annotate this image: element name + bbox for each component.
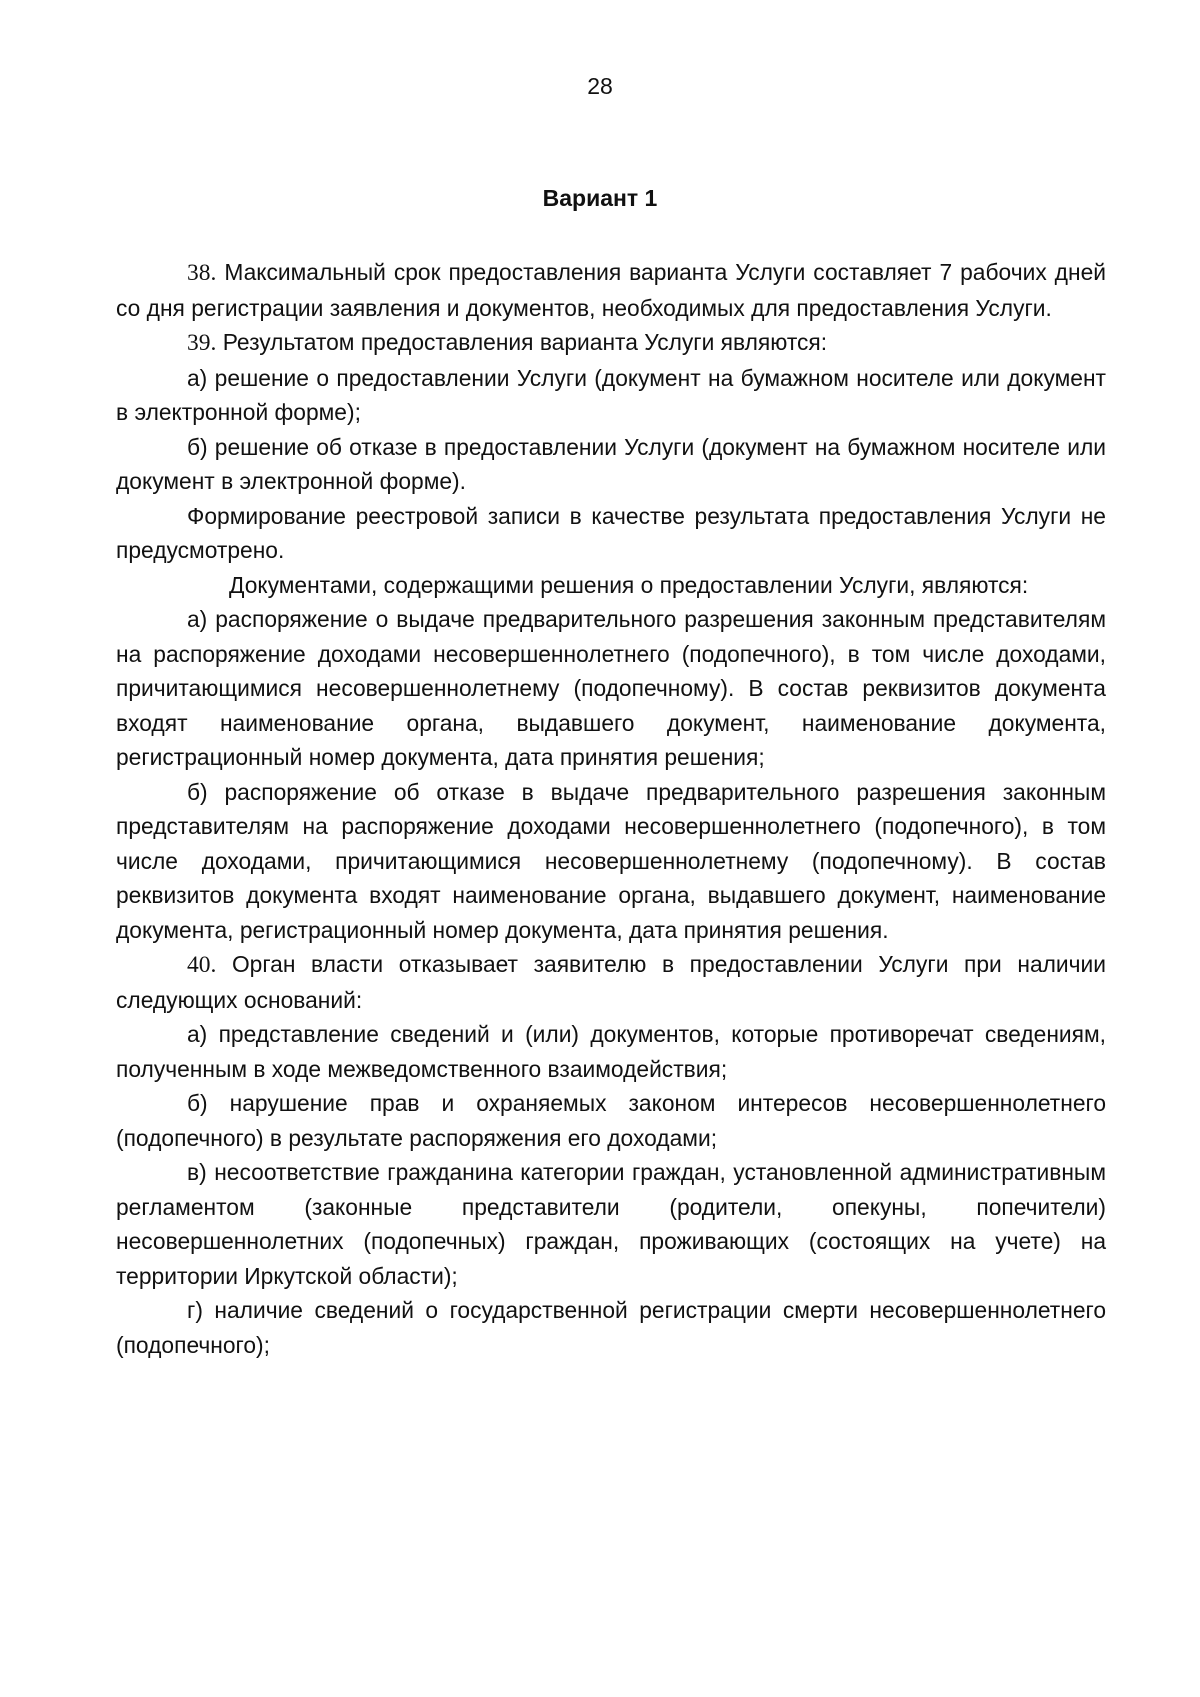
list-item-a: а) решение о предоставлении Услуги (документ на бумажном носителе или документ в электронной форме);: [116, 364, 1106, 425]
paragraph-text: Орган власти отказывает заявителю в предоставлении Услуги при наличии следующих оснований:: [116, 951, 1106, 1013]
paragraph-number: 38.: [187, 260, 217, 286]
paragraph-39: [116, 325, 1106, 361]
page-number: 28: [587, 73, 613, 99]
section-heading: Вариант 1: [542, 185, 658, 211]
paragraph-38: [116, 255, 1106, 325]
refusal-item-b: б) нарушение прав и охраняемых законом интересов несовершеннолетнего (подопечного) в результате распоряжения его доходами;: [116, 1090, 1106, 1151]
paragraph-40: [116, 947, 1106, 1017]
refusal-item-d: г) наличие сведений о государственной регистрации смерти несовершеннолетнего (подопечного);: [116, 1297, 1106, 1358]
paragraph-number: 39.: [187, 330, 217, 356]
document-body: [116, 255, 1106, 1362]
list-item-b: б) решение об отказе в предоставлении Услуги (документ на бумажном носителе или документ в электронной форме).: [116, 433, 1106, 494]
documents-intro: Документами, содержащими решения о предоставлении Услуги, являются:: [229, 571, 1029, 598]
refusal-item-a: а) представление сведений и (или) документов, которые противоречат сведениям, полученным в ходе межведомственного взаимодействия;: [116, 1021, 1106, 1082]
paragraph-number: 40.: [187, 952, 217, 978]
paragraph-text: Результатом предоставления варианта Услуги являются:: [216, 329, 828, 355]
document-item-a: а) распоряжение о выдаче предварительного разрешения законным представителям на распоряжение доходами несовершеннолетнего (подопечного), в том числе доходами, причитающимися несовершеннолетнему (подопечному). В состав реквизитов документа входят наименование органа, выдавшего документ, наименование документа, регистрационный номер документа, дата принятия решения;: [116, 606, 1106, 770]
paragraph-text: Максимальный срок предоставления варианта Услуги составляет 7 рабочих дней со дня регистрации заявления и документов, необходимых для предоставления Услуги.: [116, 259, 1106, 321]
document-item-b: б) распоряжение об отказе в выдаче предварительного разрешения законным представителям на распоряжение доходами несовершеннолетнего (подопечного), в том числе доходами, причитающимися несовершеннолетнему (подопечному). В состав реквизитов документа входят наименование органа, выдавшего документ, наименование документа, регистрационный номер документа, дата принятия решения.: [116, 778, 1106, 943]
registry-note: Формирование реестровой записи в качестве результата предоставления Услуги не предусмотрено.: [116, 502, 1106, 563]
refusal-item-c: в) несоответствие гражданина категории граждан, установленной административным регламентом (законные представители (родители, опекуны, попечители) несовершеннолетних (подопечных) граждан, проживающих (состоящих на учете) на территории Иркутской области);: [116, 1159, 1106, 1289]
